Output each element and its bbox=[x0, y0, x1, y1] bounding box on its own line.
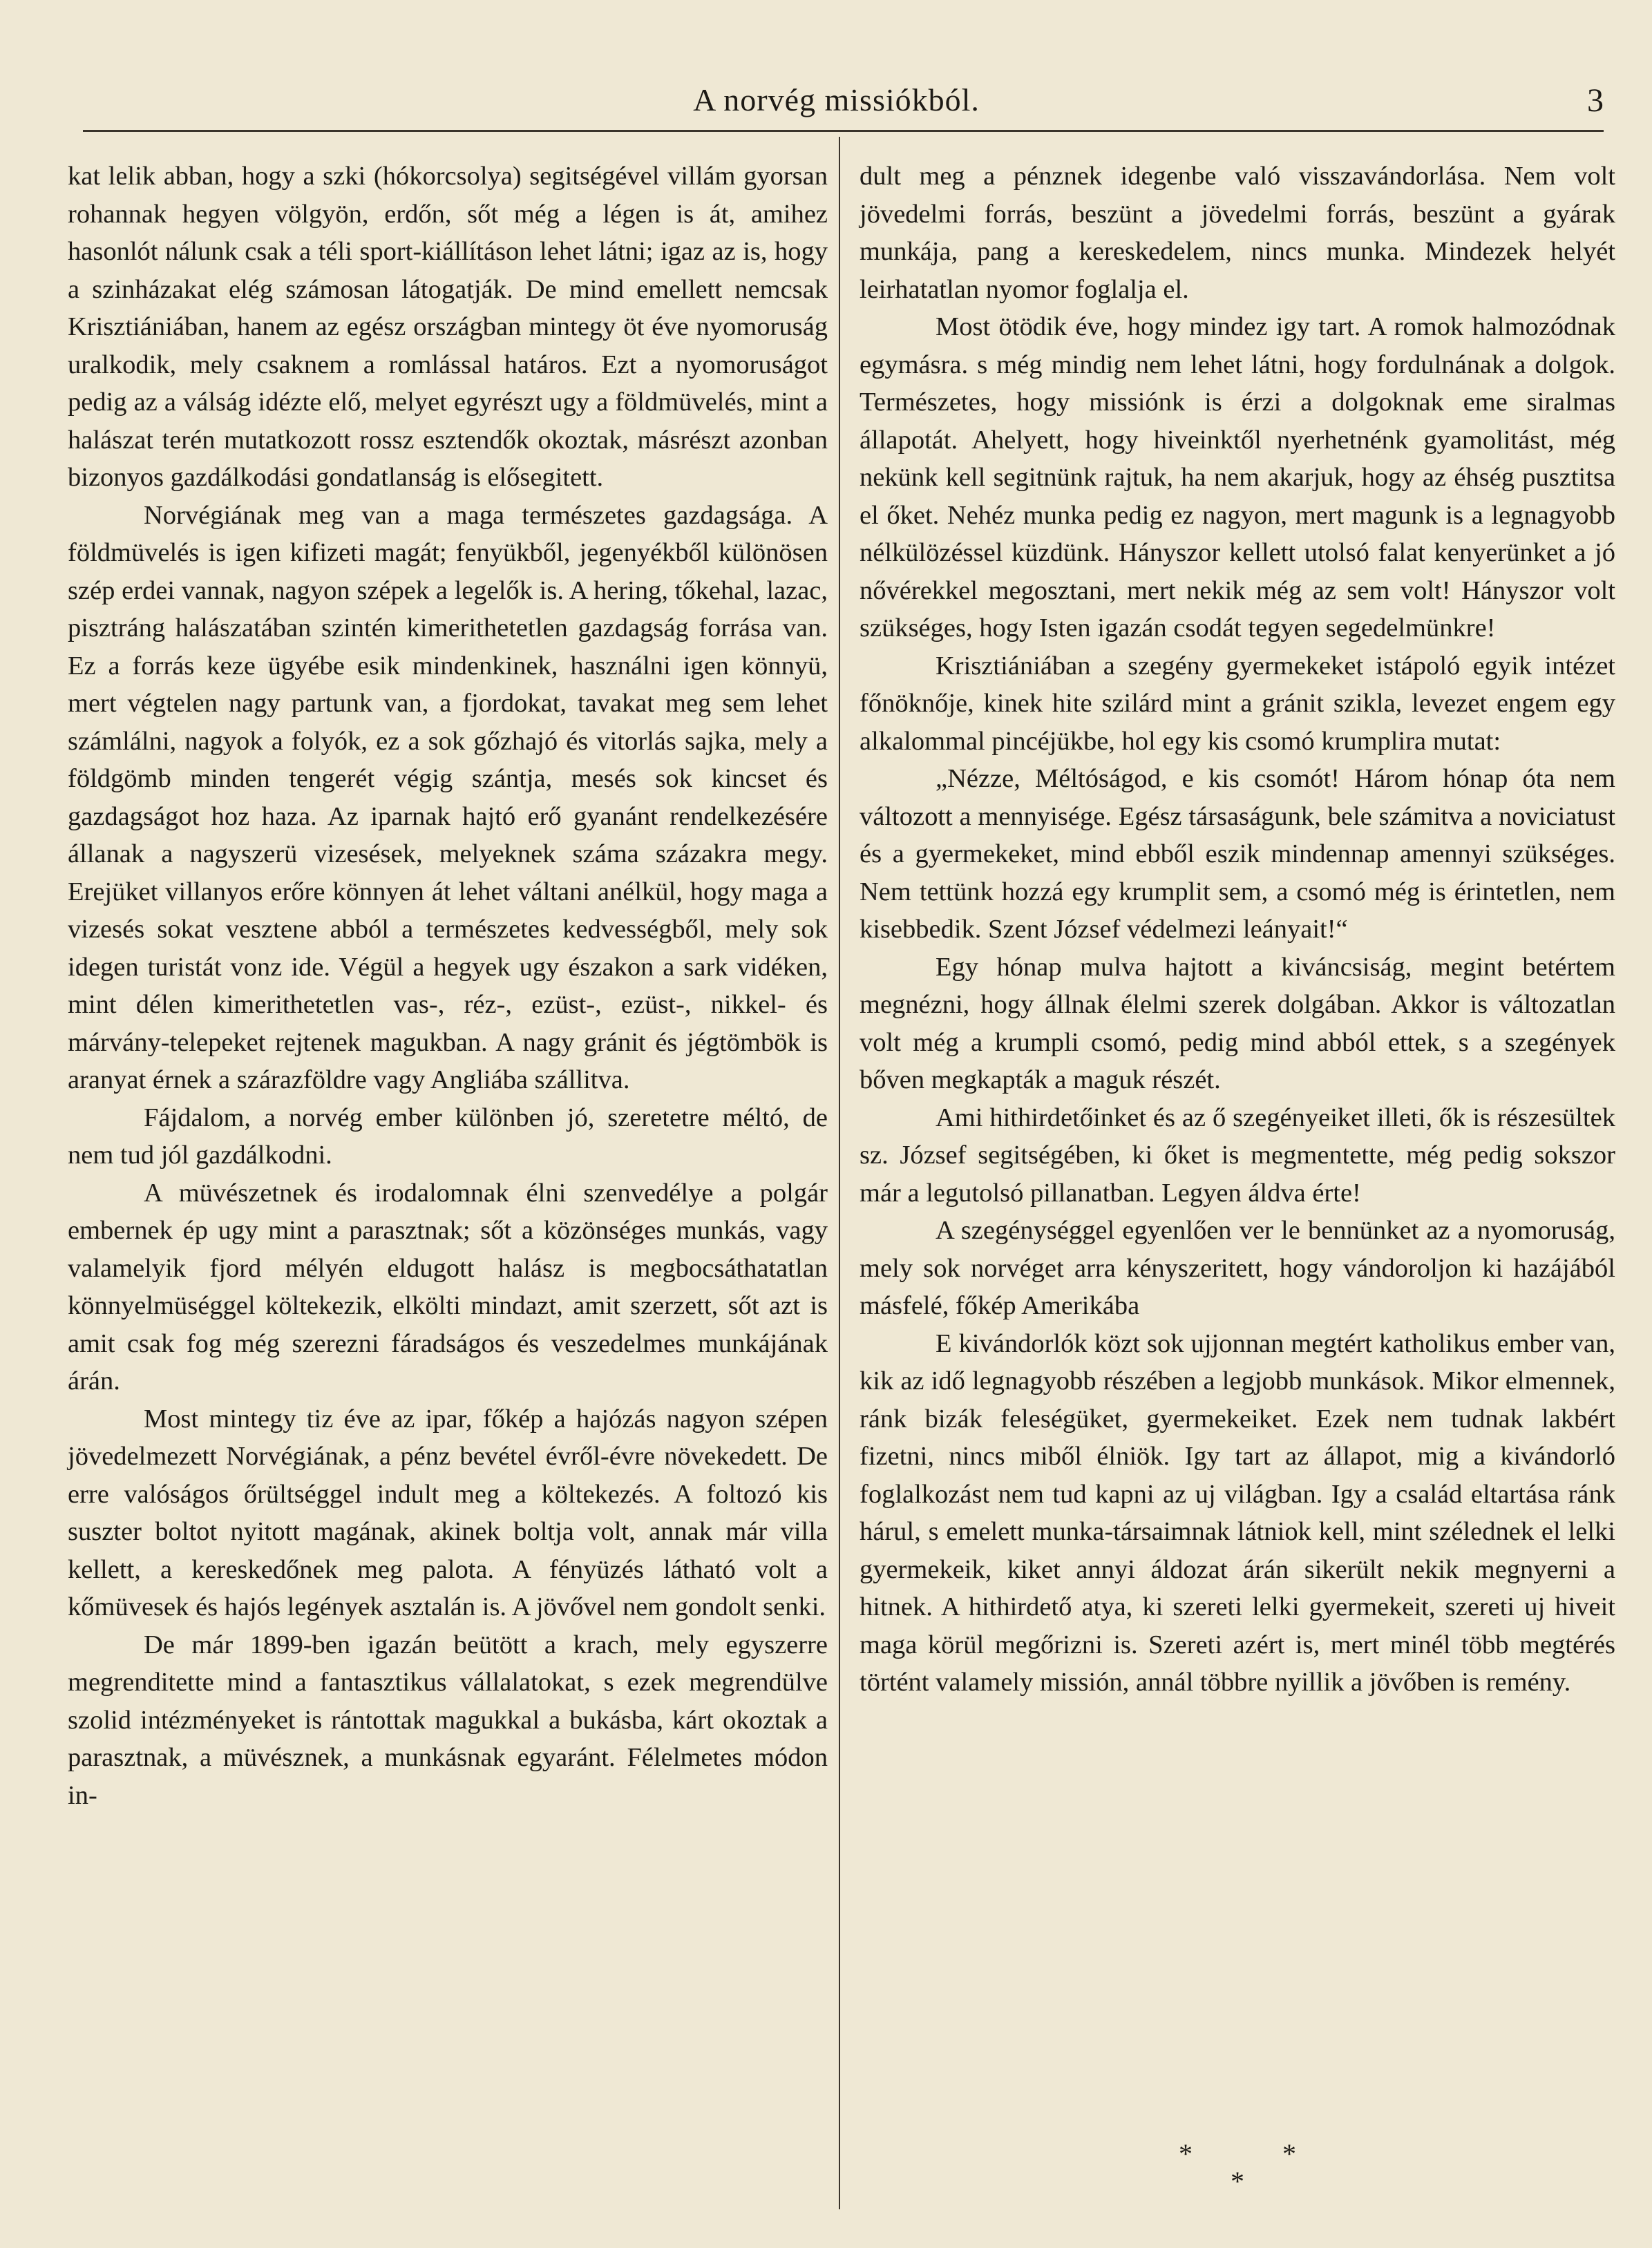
paragraph: „Nézze, Méltóságod, e kis csomót! Három hónap óta nem változott a mennyisége. Egész társaságunk, bele számitva a noviciatust és a gyermekeket, mind ebből eszik mindennap amennyi szükséges. Nem tettünk hozzá egy krumplit sem, a csomó még is érintetlen, nem kisebbedik. Szent József védelmezi leányait!“ bbox=[860, 764, 1615, 944]
paragraph: A müvészetnek és irodalomnak élni szenvedélye a polgár embernek ép ugy mint a parasztnak; sőt a közönséges munkás, vagy valamelyik fjord mélyén eldugott halász is megbocsáthatatlan könnyelmüséggel költekezik, elkölti mindazt, amit szerzett, sőt azt is amit csak fog még szerezni fáradságos és veszedelmes munkájának árán. bbox=[68, 1178, 828, 1396]
right-column bbox=[860, 158, 1615, 1702]
running-title: A norvég missiókból. bbox=[693, 82, 980, 117]
page-number: 3 bbox=[1587, 82, 1604, 119]
left-column bbox=[68, 158, 828, 1814]
paragraph: kat lelik abban, hogy a szki (hókorcsolya) segitségével villám gyorsan rohannak hegyen völgyön, erdőn, sőt még a légen is át, amihez hasonlót nálunk csak a téli sport-kiállításon lehet látni; igaz az is, hogy a szinházakat elég számosan látogatják. De mind emellett nemcsak Krisztiániában, hanem az egész országban mintegy öt éve nyomoruság uralkodik, mely csaknem a romlással határos. Ezt a nyomoruságot pedig az a válság idézte elő, melyet egyrészt ugy a földmüvelés, mint a halászat terén mutatkozott rossz esztendők okoztak, másrészt azonban bizonyos gazdálkodási gondatlanság is elősegitett. bbox=[68, 162, 828, 492]
page-header bbox=[69, 82, 1604, 137]
section-separator bbox=[860, 2140, 1615, 2195]
paragraph: Most mintegy tiz éve az ipar, főkép a hajózás nagyon szépen jövedelmezett Norvégiának, a pénz bevétel évről-évre növekedett. De erre valóságos őrültséggel indult meg a költekezés. A foltozó kis suszter boltot nyitott magának, akinek boltja volt, annak már villa kellett, a kereskedőnek meg palota. A fényüzés látható volt a kőmüvesek és hajós legények asztalán is. A jövővel nem gondolt senki. bbox=[68, 1404, 828, 1621]
asterisk-bottom: * bbox=[1231, 2166, 1244, 2197]
header-rule bbox=[83, 130, 1604, 132]
paragraph: dult meg a pénznek idegenbe való visszavándorlása. Nem volt jövedelmi forrás, beszünt a jövedelmi forrás, beszünt a gyárak munkája, pang a kereskedelem, nincs munka. Mindezek helyét leirhatatlan nyomor foglalja el. bbox=[860, 162, 1615, 304]
paragraph: Krisztiániában a szegény gyermekeket istápoló egyik intézet főnöknője, kinek hite szilárd mint a gránit szikla, levezet engem egy alkalommal pincéjükbe, hol egy kis csomó krumplira mutat: bbox=[860, 651, 1615, 756]
paragraph: Fájdalom, a norvég ember különben jó, szeretetre méltó, de nem tud jól gazdálkodni. bbox=[68, 1103, 828, 1170]
paragraph: Egy hónap mulva hajtott a kiváncsiság, megint betértem megnézni, hogy állnak élelmi szerek dolgában. Akkor is változatlan volt még a krumpli csomó, pedig mind abból ettek, s a szegények bőven megkapták a maguk részét. bbox=[860, 952, 1615, 1094]
paragraph: Ami hithirdetőinket és az ő szegényeiket illeti, ők is részesültek sz. József segitségében, ki őket is megmentette, még pedig sokszor már a legutolsó pillanatban. Legyen áldva érte! bbox=[860, 1103, 1615, 1208]
column-divider bbox=[839, 137, 840, 2209]
paragraph: Norvégiának meg van a maga természetes gazdagsága. A földmüvelés is igen kifizeti magát; fenyükből, jegenyékből különösen szép erdei vannak, nagyon szépek a legelők is. A hering, tőkehal, lazac, pisztráng halászatában szintén kimerithetetlen gazdagság forrása van. Ez a forrás keze ügyébe esik mindenkinek, használni igen könnyü, mert végtelen nagy partunk van, a fjordokat, tavakat meg sem lehet számlálni, nagyok a folyók, ez a sok gőzhajó és vitorlás sajka, mely a földgömb minden tengerét végig szántja, mesés sok kincset és gazdagságot hoz haza. Az iparnak hajtó erő gyanánt rendelkezésére állanak a nagyszerü vizesések, melyeknek száma százakra megy. Erejüket villanyos erőre könnyen át lehet váltani anélkül, hogy maga a vizesés sokat vesztene abból a természetes kedvességből, mely sok idegen turistát vonz ide. Végül a hegyek ugy északon a sark vidéken, mint délen kimerithetetlen vas-, réz-, ezüst-, ezüst-, nikkel- és márvány-telepeket rejtenek magukban. A nagy gránit és jégtömbök is aranyat érnek a szárazföldre vagy Angliába szállitva. bbox=[68, 500, 828, 1094]
paragraph: E kivándorlók közt sok ujjonnan megtért katholikus ember van, kik az idő legnagyobb részében a legjobb munkások. Mikor elmennek, ránk bizák feleségüket, gyermekeiket. Ezek nem tudnak lakbért fizetni, nincs miből élniök. Igy tart az állapot, mig a kivándorló foglalkozást nem tud kapni az uj világban. Igy a család eltartása ránk hárul, s emelett munka-társaimnak látniok kell, mint szélednek el lelki gyermekeik, kiket annyi áldozat árán sikerült nekik megnyerni a hitnek. A hithirdető atya, ki szereti lelki gyermekeit, szereti uj hiveit maga körül megőrizni is. Szereti azért is, mert minél több megtérés történt valamely missión, annál többre nyillik a jövőben is remény. bbox=[860, 1328, 1615, 1697]
paragraph: De már 1899-ben igazán beütött a krach, mely egyszerre megrenditette mind a fantasztikus vállalatokat, s ezek megrendülve szolid intézményeket is rántottak magukkal a bukásba, kárt okoztak a parasztnak, a müvésznek, a munkásnak egyaránt. Félelmetes módon in- bbox=[68, 1630, 828, 1810]
asterisks-top: * * bbox=[1179, 2138, 1338, 2169]
paragraph: Most ötödik éve, hogy mindez igy tart. A romok halmozódnak egymásra. s még mindig nem lehet látni, hogy fordulnának a dolgok. Természetes, hogy missiónk is érzi a dolgoknak eme siralmas állapotát. Ahelyett, hogy hiveinktől nyerhetnénk gyamolitást, még nekünk kell segitnünk rajtuk, ha nem akarjuk, hogy az éhség pusztitsa el őket. Nehéz munka pedig ez nagyon, mert magunk is a legnagyobb nélkülözéssel küzdünk. Hányszor kellett utolsó falat kenyerünket a jó nővérekkel megosztani, mert nekik még az sem volt! Hányszor volt szükséges, hogy Isten igazán csodát tegyen segedelmünkre! bbox=[860, 312, 1615, 642]
paragraph: A szegénységgel egyenlően ver le bennünket az a nyomoruság, mely sok norvéget arra kényszeritett, hogy vándoroljon ki hazájából másfelé, főkép Amerikába bbox=[860, 1216, 1615, 1320]
